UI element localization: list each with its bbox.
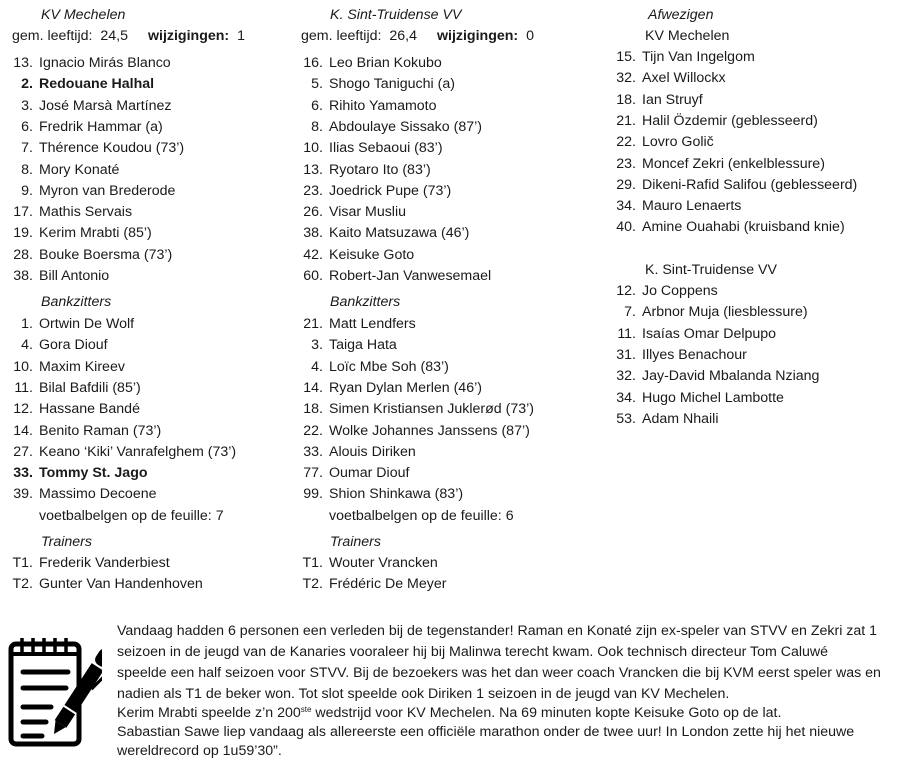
player-name: Illyes Benachour [642, 346, 747, 363]
player-name: Ignacio Mirás Blanco [39, 55, 171, 71]
player-row [600, 389, 784, 407]
shirt-number: 13. [13, 55, 33, 71]
player-name: Moncef Zekri (enkelblessure) [642, 155, 825, 172]
player-row [290, 246, 414, 264]
player-name: Ryotaro Ito (83’) [329, 161, 431, 178]
age-value: 26,4 [389, 28, 418, 44]
belgians-count: voetbalbelgen op de feuille: 6 [329, 508, 514, 524]
shirt-number: 3. [311, 337, 323, 354]
player-name: Kerim Mrabti (85’) [39, 225, 152, 242]
bench-title: Bankzitters [330, 294, 401, 310]
player-name: Adam Nhaili [642, 410, 719, 427]
shirt-number: 38. [13, 268, 33, 284]
player-row [0, 203, 132, 221]
player-row [0, 400, 140, 418]
age-label: gem. leeftijd: [301, 28, 382, 44]
player-name: Ilias Sebaoui (83’) [329, 140, 443, 157]
player-name: Wouter Vrancken [329, 555, 438, 571]
shirt-number: 29. [616, 176, 636, 193]
player-name: Rihito Yamamoto [329, 97, 437, 114]
player-row [290, 182, 451, 200]
shirt-number: 27. [13, 443, 33, 460]
player-name: Bill Antonio [39, 268, 110, 284]
shirt-number: 4. [21, 337, 33, 354]
changes-label: wijzigingen: [436, 28, 519, 44]
player-row [600, 218, 845, 236]
player-row [0, 464, 148, 482]
mrabti-sup: ste [300, 705, 312, 714]
mrabti-text: Kerim Mrabti speelde z’n 200 [117, 705, 301, 721]
player-name: Ryan Dylan Merlen (46’) [329, 379, 482, 396]
shirt-number: T1. [12, 555, 33, 571]
player-name: Taiga Hata [329, 337, 397, 354]
player-name: Keano ‘Kiki’ Vanrafelghem (73’) [39, 443, 237, 460]
player-row [290, 315, 416, 333]
player-row [600, 303, 808, 321]
shirt-number: 33. [13, 465, 33, 482]
bench-title: Bankzitters [41, 294, 112, 310]
shirt-number: 7. [624, 304, 636, 321]
shirt-number: 26. [303, 204, 323, 221]
player-name: Jay-David Mbalanda Nziang [642, 368, 820, 385]
player-name: Joedrick Pupe (73’) [329, 182, 452, 199]
player-name: Bilal Bafdili (85’) [39, 379, 141, 396]
player-row [290, 97, 437, 115]
shirt-number: 15. [616, 49, 636, 65]
player-row [290, 400, 534, 418]
player-name: Mory Konaté [39, 161, 120, 178]
player-row [0, 267, 109, 285]
shirt-number: 38. [303, 225, 323, 242]
player-row [290, 203, 406, 221]
player-name: Ortwin De Wolf [39, 316, 135, 332]
player-row [0, 246, 172, 264]
player-row [290, 379, 482, 397]
player-name: Visar Musliu [329, 204, 407, 221]
trainers-title: Trainers [41, 534, 92, 550]
team-name: K. Sint-Truidense VV [330, 7, 462, 23]
player-name: Isaías Omar Delpupo [642, 325, 777, 342]
player-row [600, 367, 819, 385]
player-row [0, 575, 203, 593]
player-row [0, 161, 119, 179]
player-name: Leo Brian Kokubo [329, 55, 442, 71]
shirt-number: 42. [303, 246, 323, 263]
player-name: Hugo Michel Lambotte [642, 389, 784, 406]
player-row [290, 422, 530, 440]
player-name: Axel Willockx [642, 70, 726, 87]
player-row [600, 69, 726, 87]
player-row [0, 485, 157, 503]
player-name: Halil Özdemir (geblesseerd) [642, 112, 818, 129]
shirt-number: 14. [303, 379, 323, 396]
player-row [290, 575, 446, 593]
shirt-number: 40. [616, 219, 636, 236]
player-name: Kaito Matsuzawa (46’) [329, 225, 470, 242]
shirt-number: 6. [311, 97, 323, 114]
player-name: Shogo Taniguchi (a) [329, 76, 455, 93]
player-row [0, 379, 141, 397]
shirt-number: 33. [303, 443, 323, 460]
player-row [290, 54, 442, 72]
player-row [0, 422, 161, 440]
shirt-number: 32. [616, 368, 636, 385]
age-value: 24,5 [100, 28, 129, 44]
player-row [290, 267, 491, 285]
player-row [290, 485, 463, 503]
notes-line: seizoen in de jeugd van de Kanaries vooraleer hij bij Malinwa terecht kwam. Ook technisch directeur Tom Caluwé [117, 644, 829, 660]
notes-line: speelde een half seizoen voor STVV. Bij de bezoekers was het dan weer coach Vrancken die bij KVM eerst speler was en [117, 665, 881, 681]
notes-line-mrabti [117, 704, 781, 722]
player-row [0, 443, 236, 461]
shirt-number: 17. [13, 204, 33, 221]
player-name: Lovro Golič [642, 134, 714, 151]
belgians-count: voetbalbelgen op de feuille: 7 [39, 508, 224, 524]
shirt-number: 18. [616, 91, 636, 108]
shirt-number: 3. [21, 97, 33, 114]
shirt-number: 77. [303, 465, 323, 482]
player-name: Jo Coppens [642, 283, 718, 299]
player-row [600, 325, 776, 343]
player-name: Matt Lendfers [329, 316, 416, 332]
age-label: gem. leeftijd: [12, 28, 93, 44]
player-name: Keisuke Goto [329, 246, 415, 263]
shirt-number: 23. [303, 182, 323, 199]
player-row [600, 91, 703, 109]
changes-value: 0 [526, 28, 534, 44]
shirt-number: 31. [616, 346, 636, 363]
shirt-number: 8. [311, 118, 323, 135]
shirt-number: 22. [616, 134, 636, 151]
shirt-number: 11. [14, 379, 33, 396]
player-name: Gora Diouf [39, 337, 108, 354]
player-row [600, 155, 825, 173]
player-row [290, 464, 409, 482]
player-name: Amine Ouahabi (kruisband knie) [642, 219, 845, 236]
player-row [0, 315, 134, 333]
player-name: Wolke Johannes Janssens (87’) [329, 422, 530, 439]
player-name: Massimo Decoene [39, 486, 157, 503]
shirt-number: 28. [13, 246, 33, 263]
shirt-number: T1. [302, 555, 323, 571]
shirt-number: 23. [616, 155, 636, 172]
player-row [0, 182, 175, 200]
notes-line: Vandaag hadden 6 personen een verleden bij de tegenstander! Raman en Konaté zijn ex-speler van STVV en Zekri zat 1 [117, 623, 878, 639]
team-stats [301, 27, 534, 45]
shirt-number: 2. [21, 76, 33, 93]
player-name: Hassane Bandé [39, 401, 140, 418]
player-row [600, 410, 719, 428]
shirt-number: 60. [303, 268, 323, 284]
shirt-number: T2. [12, 576, 33, 592]
player-row [290, 336, 397, 354]
player-row [600, 176, 857, 194]
player-row [290, 75, 455, 93]
player-row [600, 133, 714, 151]
player-name: Arbnor Muja (liesblessure) [642, 304, 808, 321]
shirt-number: 10. [303, 140, 323, 157]
player-row [290, 224, 469, 242]
notes-line: nadien als T1 de beker won. Tot slot speelde ook Diriken 1 seizoen in de jeugd van KV Mechelen. [117, 686, 730, 702]
notes-line: Sabastian Sawe liep vandaag als allereerste een officiële marathon onder de twee uur! In London zette hij het nieuwe [117, 724, 855, 740]
shirt-number: 22. [303, 422, 323, 439]
shirt-number: 10. [13, 358, 33, 375]
team-name: KV Mechelen [41, 7, 126, 23]
player-row [290, 161, 431, 179]
player-name: Robert-Jan Vanwesemael [329, 268, 492, 284]
player-name: Gunter Van Handenhoven [39, 576, 203, 592]
shirt-number: 11. [617, 325, 636, 342]
player-row [0, 358, 125, 376]
shirt-number: 34. [616, 198, 636, 215]
shirt-number: 4. [311, 358, 323, 375]
shirt-number: 13. [303, 161, 323, 178]
player-row [290, 118, 482, 136]
player-row [0, 224, 152, 242]
player-name: Mauro Lenaerts [642, 198, 742, 215]
shirt-number: 1. [21, 316, 33, 332]
notes-line: wereldrecord op 1u59’30”. [117, 743, 282, 759]
player-row [600, 282, 718, 300]
shirt-number: 12. [13, 401, 33, 418]
absent-title: Afwezigen [648, 7, 714, 23]
shirt-number: 14. [13, 422, 33, 439]
player-name: Simen Kristiansen Juklerød (73’) [329, 401, 535, 418]
player-row [290, 358, 449, 376]
player-name: Mathis Servais [39, 204, 133, 221]
player-name: Abdoulaye Sissako (87’) [329, 118, 482, 135]
notepad-pen-icon [6, 630, 102, 750]
player-name: Maxim Kireev [39, 358, 125, 375]
player-row [600, 112, 818, 130]
absent-team-name: KV Mechelen [645, 28, 730, 44]
player-row [290, 443, 416, 461]
trainers-title: Trainers [330, 534, 381, 550]
player-name: Shion Shinkawa (83’) [329, 486, 464, 503]
player-row [600, 346, 747, 364]
player-name: Benito Raman (73’) [39, 422, 162, 439]
player-row [290, 139, 443, 157]
player-name: Redouane Halhal [39, 76, 155, 93]
shirt-number: 5. [311, 76, 323, 93]
changes-value: 1 [237, 28, 245, 44]
player-row [0, 554, 170, 572]
shirt-number: 12. [616, 283, 636, 299]
player-name: Fredrik Hammar (a) [39, 118, 163, 135]
player-name: Alouis Diriken [329, 443, 416, 460]
player-name: Frederik Vanderbiest [39, 555, 170, 571]
player-name: Myron van Brederode [39, 182, 176, 199]
player-row [0, 97, 171, 115]
mrabti-text-rest: wedstrijd voor KV Mechelen. Na 69 minuten kopte Keisuke Goto op de lat. [311, 705, 782, 721]
shirt-number: 32. [616, 70, 636, 87]
player-name: José Marsà Martínez [39, 97, 172, 114]
player-row [600, 48, 755, 66]
changes-label: wijzigingen: [147, 28, 230, 44]
shirt-number: 19. [13, 225, 33, 242]
shirt-number: 18. [303, 401, 323, 418]
player-row [0, 118, 163, 136]
shirt-number: 53. [616, 410, 636, 427]
player-name: Frédéric De Meyer [329, 576, 447, 592]
shirt-number: 21. [616, 112, 636, 129]
player-name: Tijn Van Ingelgom [642, 49, 755, 65]
team-stats [12, 27, 245, 45]
shirt-number: 6. [21, 118, 33, 135]
player-name: Thérence Koudou (73’) [39, 140, 185, 157]
shirt-number: 34. [616, 389, 636, 406]
player-name: Loïc Mbe Soh (83’) [329, 358, 449, 375]
shirt-number: 7. [21, 140, 33, 157]
player-name: Tommy St. Jago [39, 465, 148, 482]
player-row [0, 54, 171, 72]
player-row [0, 336, 108, 354]
shirt-number: 21. [303, 316, 323, 332]
shirt-number: 16. [303, 55, 323, 71]
shirt-number: T2. [302, 576, 323, 592]
player-name: Oumar Diouf [329, 465, 410, 482]
player-row [290, 554, 438, 572]
absent-team-name: K. Sint-Truidense VV [645, 262, 777, 278]
player-row [600, 197, 741, 215]
shirt-number: 39. [13, 486, 33, 503]
player-name: Bouke Boersma (73’) [39, 246, 173, 263]
shirt-number: 9. [21, 182, 33, 199]
player-name: Ian Struyf [642, 91, 703, 108]
shirt-number: 8. [21, 161, 33, 178]
player-row [0, 75, 154, 93]
player-row [0, 139, 184, 157]
player-name: Dikeni-Rafid Salifou (geblesseerd) [642, 176, 858, 193]
shirt-number: 99. [303, 486, 323, 503]
